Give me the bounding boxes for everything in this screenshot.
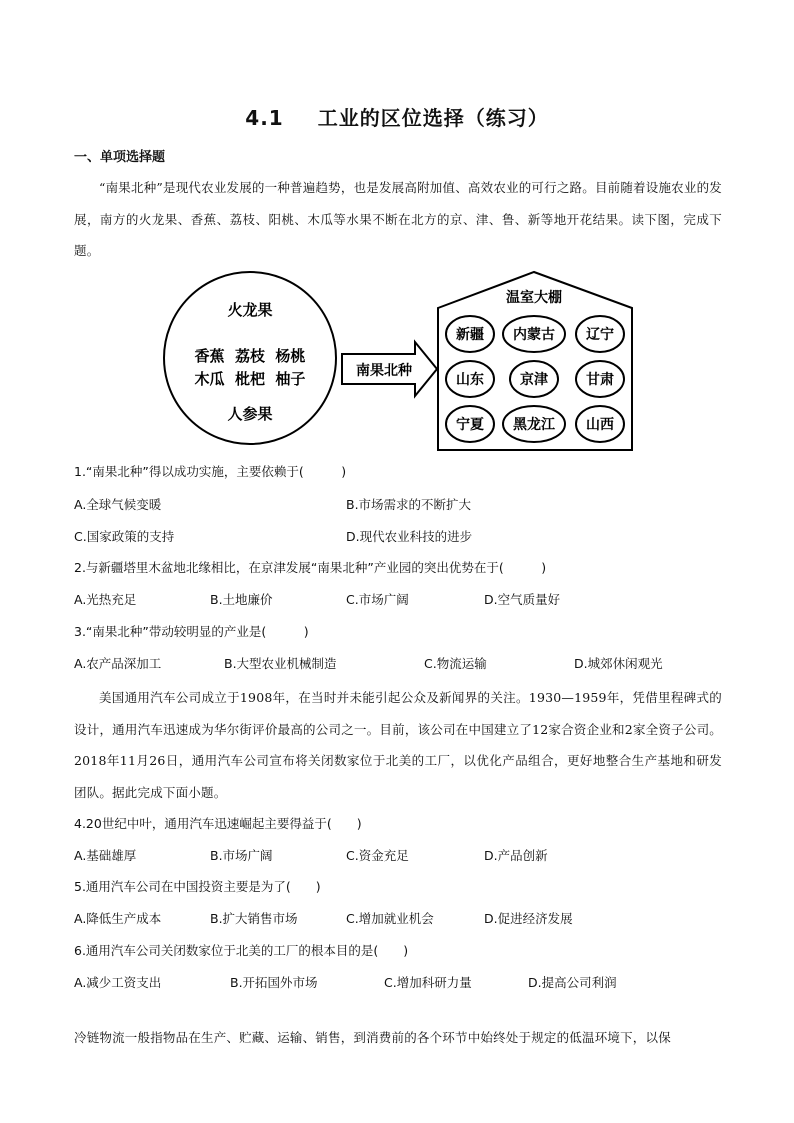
- q1-option-c: C.国家政策的支持: [74, 529, 175, 544]
- section-heading: 一、单项选择题: [74, 150, 166, 165]
- question-4-stem: 4.20世纪中叶，通用汽车迅速崛起主要得益于( ): [74, 816, 362, 831]
- question-1-stem: 1.“南果北种”得以成功实施，主要依赖于( ): [74, 464, 347, 479]
- title-text: 工业的区位选择（练习）: [317, 106, 549, 130]
- q5-option-d: D.促进经济发展: [484, 911, 573, 926]
- province-label: 京津: [520, 372, 548, 388]
- q5-option-c: C.增加就业机会: [346, 911, 434, 926]
- fruit-line-4: 人参果: [227, 405, 273, 423]
- q3-option-d: D.城郊休闲观光: [574, 656, 663, 671]
- province-label: 宁夏: [456, 417, 484, 433]
- q6-option-d: D.提高公司利润: [528, 975, 617, 990]
- page-title: [0, 102, 794, 131]
- q2-option-c: C.市场广阔: [346, 592, 409, 607]
- q5-option-b: B.扩大销售市场: [210, 911, 298, 926]
- q5-option-a: A.降低生产成本: [74, 911, 162, 926]
- province-label: 新疆: [456, 327, 484, 343]
- q4-option-d: D.产品创新: [484, 848, 548, 863]
- q2-option-b: B.土地廉价: [210, 592, 273, 607]
- question-6-stem: 6.通用汽车公司关闭数家位于北美的工厂的根本目的是( ): [74, 943, 409, 958]
- fruit-line-1: 火龙果: [227, 301, 273, 319]
- south-fruit-north-planting-figure: [160, 270, 640, 456]
- question-3-stem: 3.“南果北种”带动较明显的产业是( ): [74, 624, 309, 639]
- province-label: 黑龙江: [513, 417, 555, 433]
- province-label: 山东: [456, 372, 484, 388]
- q2-option-d: D.空气质量好: [484, 592, 561, 607]
- q1-option-b: B.市场需求的不断扩大: [346, 497, 472, 512]
- q4-option-c: C.资金充足: [346, 848, 409, 863]
- q3-option-a: A.农产品深加工: [74, 656, 162, 671]
- q6-option-b: B.开拓国外市场: [230, 975, 318, 990]
- fruit-line-3: 木瓜 枇杷 柚子: [194, 370, 306, 388]
- passage-2: 美国通用汽车公司成立于1908年，在当时并未能引起公众及新闻界的关注。1930—1959年，凭借里程碑式的设计，通用汽车迅速成为华尔街评价最高的公司之一。目前，该公司在中国建立了12家合资企业和2家全资子公司。2018年11月26日，通用汽车公司宣布将关闭数家位于北美的工厂，以优化产品组合，更好地整合生产基地和研发团队。据此完成下面小题。: [74, 690, 722, 800]
- province-label: 山西: [586, 417, 614, 433]
- province-grid: [446, 316, 624, 442]
- province-label: 内蒙古: [513, 327, 555, 343]
- q3-option-c: C.物流运输: [424, 656, 487, 671]
- q1-option-d: D.现代农业科技的进步: [346, 529, 473, 544]
- title-number: 4.1: [245, 106, 284, 130]
- province-label: 辽宁: [586, 327, 614, 343]
- greenhouse-title: 温室大棚: [506, 290, 562, 306]
- q6-option-c: C.增加科研力量: [384, 975, 472, 990]
- q6-option-a: A.减少工资支出: [74, 975, 162, 990]
- fruit-line-2: 香蕉 荔枝 杨桃: [194, 347, 306, 365]
- q1-option-a: A.全球气候变暖: [74, 497, 162, 512]
- passage-1: “南果北种”是现代农业发展的一种普遍趋势，也是发展高附加值、高效农业的可行之路。目前随着设施农业的发展，南方的火龙果、香蕉、荔枝、阳桃、木瓜等水果不断在北方的京、津、鲁、新等地开花结果。读下图，完成下题。: [74, 180, 722, 258]
- passage-3: 冷链物流一般指物品在生产、贮藏、运输、销售，到消费前的各个环节中始终处于规定的低温环境下，以保: [74, 1030, 671, 1045]
- q4-option-b: B.市场广阔: [210, 848, 273, 863]
- q3-option-b: B.大型农业机械制造: [224, 656, 337, 671]
- q4-option-a: A.基础雄厚: [74, 848, 137, 863]
- arrow-label: 南果北种: [356, 363, 412, 379]
- question-2-stem: 2.与新疆塔里木盆地北缘相比，在京津发展“南果北种”产业园的突出优势在于( ): [74, 560, 547, 575]
- province-label: 甘肃: [586, 372, 614, 388]
- q2-option-a: A.光热充足: [74, 592, 137, 607]
- question-5-stem: 5.通用汽车公司在中国投资主要是为了( ): [74, 879, 321, 894]
